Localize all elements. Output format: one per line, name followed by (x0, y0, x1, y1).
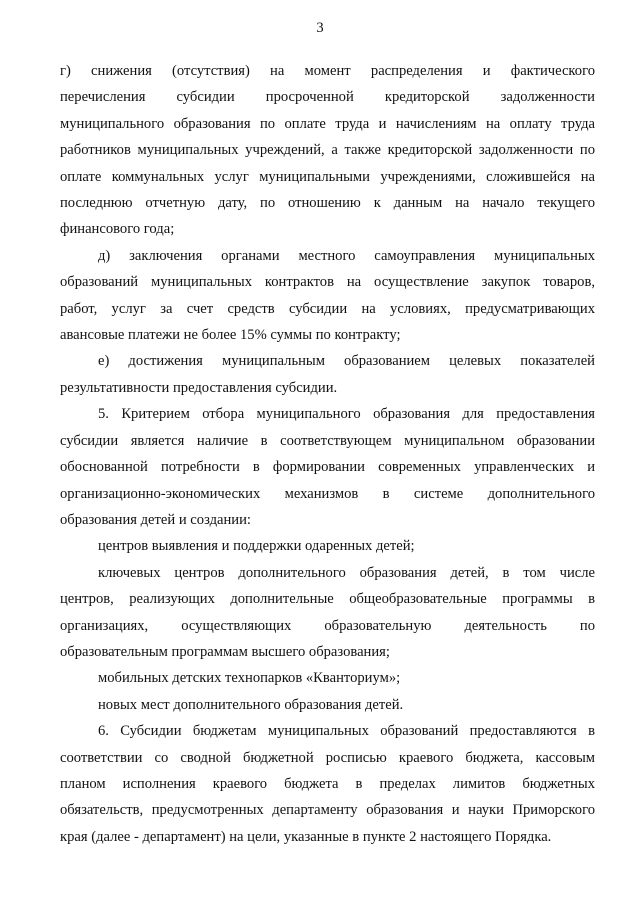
document-body (60, 58, 595, 850)
text-line: работников муниципальных учреждений, а также кредиторской задолженности по (60, 142, 595, 159)
text-line: муниципального образования по оплате труда и начислениям на оплату труда (60, 115, 595, 132)
list-item-new-places (60, 692, 595, 718)
list-item-key-centers (60, 560, 595, 666)
text-line: образования детей и создании: (60, 511, 251, 528)
page-number: 3 (316, 20, 324, 36)
text-line: 6. Субсидии бюджетам муниципальных образований предоставляются в (98, 723, 595, 740)
text-line: субсидии является наличие в соответствующем муниципальном образовании (60, 432, 595, 449)
text-line: образовательным программам высшего образования; (60, 643, 390, 660)
text-line: образований муниципальных контрактов на осуществление закупок товаров, (60, 274, 595, 291)
text-line: края (далее - департамент) на цели, указанные в пункте 2 настоящего Порядка. (60, 828, 552, 845)
paragraph-6 (60, 718, 595, 850)
text-line: планом исполнения краевого бюджета в пределах лимитов бюджетных (60, 775, 595, 792)
text-line: авансовые платежи не более 15% суммы по контракту; (60, 327, 401, 344)
paragraph-e (60, 348, 595, 401)
text-line: д) заключения органами местного самоуправления муниципальных (98, 247, 595, 264)
paragraph-d (60, 243, 595, 349)
text-line: ключевых центров дополнительного образования детей, в том числе (98, 564, 595, 581)
text-line: новых мест дополнительного образования детей. (98, 696, 404, 713)
text-line: г) снижения (отсутствия) на момент распределения и фактического (60, 63, 595, 79)
text-line: перечисления субсидии просроченной кредиторской задолженности (60, 89, 595, 106)
text-line: центров выявления и поддержки одаренных детей; (98, 538, 415, 555)
paragraph-g-cont (60, 84, 595, 242)
list-item-kvantorium (60, 665, 595, 691)
text-line: результативности предоставления субсидии. (60, 379, 338, 396)
text-line: соответствии со сводной бюджетной росписью краевого бюджета, кассовым (60, 749, 595, 766)
paragraph-g (60, 58, 595, 84)
text-line: финансового года; (60, 221, 175, 238)
text-line: последнюю отчетную дату, по отношению к данным на начало текущего (60, 195, 595, 212)
paragraph-5 (60, 401, 595, 533)
text-line: е) достижения муниципальным образованием целевых показателей (98, 353, 595, 370)
list-item-centers (60, 533, 595, 559)
text-line: обязательств, предусмотренных департаменту образования и науки Приморского (60, 802, 595, 819)
text-line: центров, реализующих дополнительные общеобразовательные программы в (60, 591, 595, 608)
text-line: работ, услуг за счет средств субсидии на условиях, предусматривающих (60, 300, 595, 317)
text-line: обоснованной потребности в формировании современных управленческих и (60, 459, 595, 476)
text-line: организациях, осуществляющих образовательную деятельность по (60, 617, 595, 634)
text-line: организационно-экономических механизмов в системе дополнительного (60, 485, 595, 502)
text-line: мобильных детских технопарков «Кванториум»; (98, 670, 401, 687)
text-line: оплате коммунальных услуг муниципальными учреждениями, сложившейся на (60, 168, 595, 185)
text-line: 5. Критерием отбора муниципального образования для предоставления (98, 406, 595, 423)
